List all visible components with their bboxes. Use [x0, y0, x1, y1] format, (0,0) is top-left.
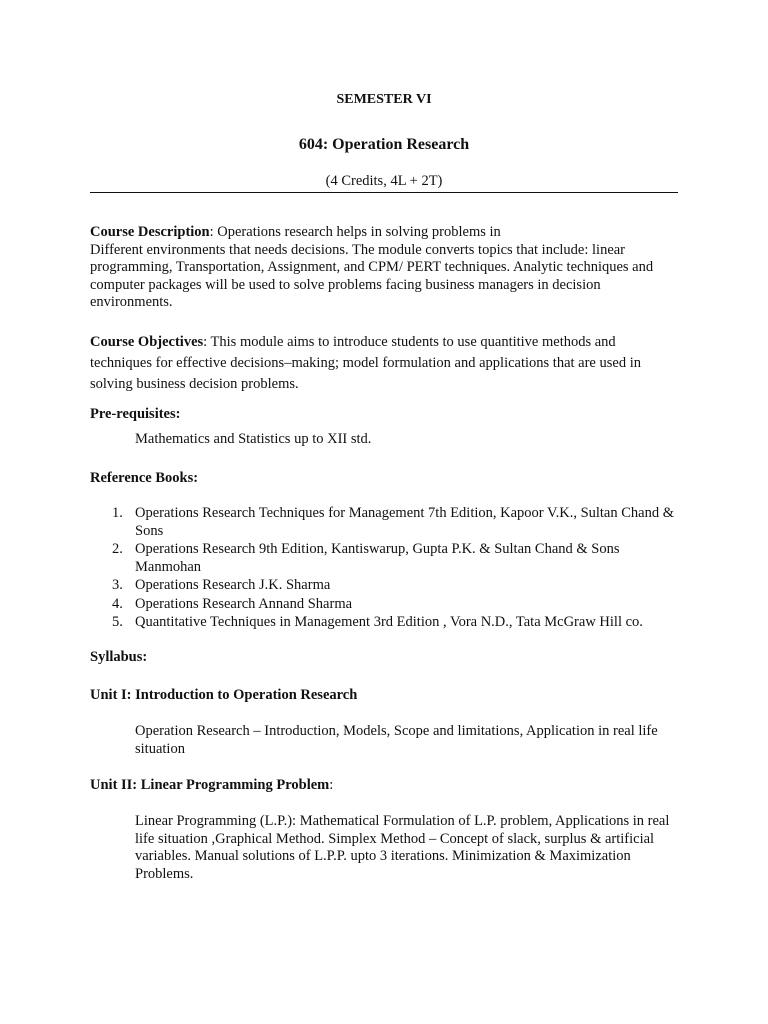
reference-book-item [90, 596, 678, 614]
reference-book-title: Quantitative Techniques in Management 3rd Edition , Vora N.D., Tata McGraw Hill co. [135, 614, 643, 630]
header-divider [90, 192, 678, 193]
reference-book-number: 4. [112, 595, 123, 612]
reference-book-number: 2. [112, 541, 123, 557]
syllabus-heading: Syllabus: [90, 649, 148, 665]
reference-book-title: Operations Research J.K. Sharma [135, 577, 331, 593]
reference-book-title: Operations Research 9th Edition, Kantiswarup, Gupta P.K. & Sultan Chand & Sons Manmohan [135, 541, 620, 575]
unit-2-text: Linear Programming (L.P.): Mathematical Formulation of L.P. problem, Applications in real life situation ,Graphical Method. Simplex Method – Concept of slack, surplus & artificial variables. Manual solutions of L.P.P. upto 3 iterations. Minimization & Maximization Problems. [135, 813, 670, 882]
prerequisites-text: Mathematics and Statistics up to XII std. [135, 431, 372, 447]
reference-book-item [90, 505, 678, 540]
unit-2-heading: Unit II: Linear Programming Problem [90, 777, 330, 793]
reference-book-title: Operations Research Techniques for Management 7th Edition, Kapoor V.K., Sultan Chand & Sons [135, 505, 675, 539]
unit-1-text: Operation Research – Introduction, Models, Scope and limitations, Application in real life situation [135, 723, 658, 757]
reference-book-number: 5. [112, 614, 123, 630]
prerequisites-heading: Pre-requisites: [90, 406, 181, 422]
reference-books-list [90, 505, 678, 633]
reference-book-item [90, 614, 678, 632]
course-description-text: Different environments that needs decisions. The module converts topics that include: linear programming, Transportation, Assignment, and CPM/ PERT techniques. Analytic techniques and computer packages will be used to solve problems facing business managers in decision environments. [90, 241, 654, 310]
semester-heading: SEMESTER VI [336, 92, 432, 107]
reference-book-title: Operations Research Annand Sharma [135, 595, 353, 612]
unit-2-heading-suffix: : [329, 777, 334, 793]
reference-book-item [90, 577, 678, 595]
course-description-label: Course Description [90, 224, 210, 240]
course-objectives-text: : This module aims to introduce students to use quantitive methods and techniques for effective decisions–making; model formulation and applications that are used in solving business decision problems. [90, 334, 641, 392]
unit-2-heading-line [90, 777, 678, 795]
reference-book-number: 3. [112, 577, 123, 593]
reference-book-item [90, 541, 678, 576]
reference-book-number: 1. [112, 505, 123, 521]
course-description-first-line [90, 224, 678, 242]
reference-books-heading: Reference Books: [90, 470, 199, 486]
document-page [90, 0, 678, 1024]
course-description-lead: : Operations research helps in solving problems in [209, 224, 501, 240]
course-objectives-label: Course Objectives [90, 334, 204, 350]
course-objectives [90, 332, 678, 395]
course-title: 604: Operation Research [298, 136, 470, 153]
course-description [90, 224, 678, 312]
course-credits: (4 Credits, 4L + 2T) [325, 173, 443, 189]
unit-1-heading: Unit I: Introduction to Operation Research [90, 687, 358, 703]
